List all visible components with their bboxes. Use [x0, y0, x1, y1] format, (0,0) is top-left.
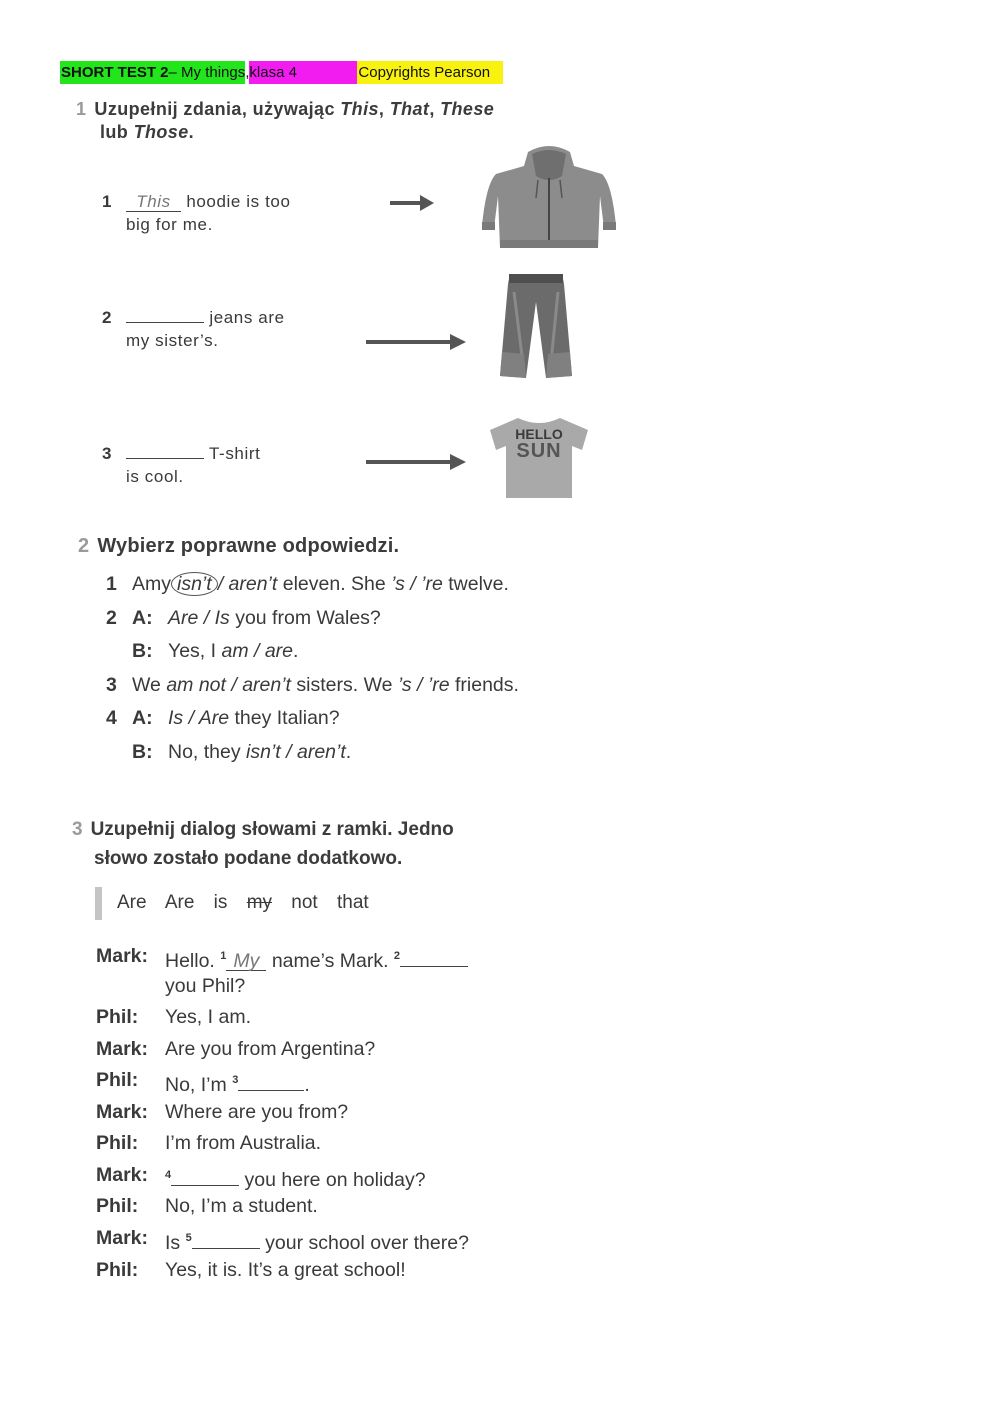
ex1-word-this: This: [340, 99, 379, 119]
answer-blank[interactable]: [126, 458, 204, 459]
line-text: Yes, I am.: [165, 1006, 251, 1028]
ex1-sep: ,: [429, 99, 441, 119]
gap-number: 3: [232, 1074, 239, 1086]
item-text: T-shirt: [204, 444, 261, 463]
header-comma: ,: [245, 61, 249, 84]
item-text: my sister’s.: [126, 331, 219, 350]
ex1-word-these: These: [440, 99, 495, 119]
choice[interactable]: Is / Are: [168, 707, 230, 729]
tshirt-print-sun: SUN: [516, 440, 562, 462]
answer-blank[interactable]: [238, 1090, 304, 1091]
ex3-number: 3: [72, 819, 83, 840]
line-text: No, I’m: [165, 1074, 233, 1096]
speaker-phil: Phil:: [96, 1259, 139, 1281]
choice[interactable]: ’s / ’re: [391, 573, 443, 595]
line-text: .: [304, 1074, 310, 1096]
ex1-instruction-text: Uzupełnij zdania, używając: [94, 99, 341, 119]
line-text: We: [132, 673, 167, 696]
speaker-mark: Mark:: [96, 945, 149, 967]
item-number: 1: [106, 573, 117, 595]
item-number: 2: [106, 606, 117, 629]
speaker-label: A:: [132, 606, 153, 629]
answer-blank-filled[interactable]: My: [226, 952, 266, 971]
choice[interactable]: Are / Is: [168, 606, 230, 629]
speaker-phil: Phil:: [96, 1006, 139, 1028]
word-box: [95, 887, 455, 921]
line-text: name’s Mark.: [266, 950, 394, 972]
ex2-line-6: [106, 736, 519, 770]
word-option: that: [337, 892, 369, 913]
ex3-instruction-text: Uzupełnij dialog słowami z ramki. Jedno: [90, 819, 454, 840]
line-text: Amy: [132, 573, 171, 595]
header-title: [60, 61, 245, 84]
line-text: you from Wales?: [229, 606, 381, 629]
ex1-word-that: That: [389, 99, 430, 119]
word-option: Are: [164, 892, 195, 913]
line-text: .: [345, 740, 352, 763]
speaker-phil: Phil:: [96, 1132, 139, 1154]
line-text: sisters. We: [290, 673, 398, 696]
ex1-number: 1: [76, 99, 87, 119]
unit-title: – My things: [168, 64, 246, 81]
speaker-mark: Mark:: [96, 1164, 149, 1186]
line-text: they Italian?: [229, 707, 340, 729]
word-option: Are: [117, 892, 147, 913]
gap-number: 5: [185, 1232, 192, 1244]
line-text: you Phil?: [165, 975, 246, 997]
arrow-icon: [366, 452, 468, 472]
line-text: twelve.: [442, 573, 509, 595]
ex1-item-2: [102, 306, 285, 352]
dialog: [96, 941, 616, 1291]
word-option: not: [291, 892, 318, 913]
answer-blank-filled[interactable]: This: [126, 193, 181, 212]
speaker-label: B:: [132, 640, 153, 662]
ex3-instruction-text: słowo zostało podane dodatkowo.: [94, 848, 403, 869]
item-number: 2: [102, 308, 113, 327]
line-text: Yes, it is. It’s a great school!: [165, 1259, 406, 1281]
line-text: No, they: [168, 740, 247, 763]
choice[interactable]: isn’t / aren’t: [246, 740, 346, 763]
circled-answer[interactable]: isn’t: [171, 572, 218, 596]
ex2-line-5: [106, 702, 519, 736]
word-option-used: my: [246, 892, 273, 913]
test-label: SHORT TEST 2: [61, 64, 169, 81]
gap-number: 4: [165, 1169, 172, 1181]
gap-number: 1: [220, 950, 227, 962]
choice[interactable]: am not / aren’t: [166, 673, 291, 696]
answer-blank[interactable]: [400, 966, 468, 967]
item-text: jeans are: [204, 308, 285, 327]
ex2-line-1: [106, 568, 519, 602]
line-text: Are you from Argentina?: [165, 1038, 376, 1060]
ex2-instruction-text: Wybierz poprawne odpowiedzi.: [97, 535, 400, 557]
line-text: Where are you from?: [165, 1101, 349, 1123]
line-text: Is: [165, 1232, 186, 1254]
answer-blank[interactable]: [171, 1185, 239, 1186]
hoodie-picture: [478, 144, 620, 257]
speaker-label: A:: [132, 707, 153, 729]
ex2-line-4: [106, 669, 519, 703]
line-text: I’m from Australia.: [165, 1132, 322, 1154]
ex1-sep: ,: [378, 99, 390, 119]
line-text: your school over there?: [259, 1232, 469, 1254]
answer-blank[interactable]: [126, 322, 204, 323]
choice[interactable]: / aren’t: [217, 573, 278, 595]
item-number: 4: [106, 707, 117, 729]
item-number: 3: [106, 673, 117, 696]
line-text: Yes, I: [168, 640, 222, 662]
speaker-mark: Mark:: [96, 1038, 149, 1060]
answer-blank[interactable]: [192, 1248, 260, 1249]
word-box-bar: [95, 887, 102, 920]
tshirt-picture: [486, 416, 592, 500]
line-text: Hello.: [165, 950, 221, 972]
ex1-instruction: [76, 98, 636, 144]
ex1-period: .: [188, 122, 195, 142]
header-copyright: Copyrights Pearson: [357, 61, 503, 84]
line-text: .: [293, 640, 299, 662]
choice[interactable]: am / are: [221, 640, 294, 662]
item-text: big for me.: [126, 215, 213, 234]
ex1-instruction-or: lub: [100, 122, 134, 142]
speaker-mark: Mark:: [96, 1101, 149, 1123]
ex2-line-3: [106, 635, 519, 669]
ex1-word-those: Those: [133, 122, 189, 142]
arrow-icon: [366, 332, 468, 352]
ex2-instruction: [78, 535, 399, 558]
ex2-line-2: [106, 602, 519, 636]
arrow-icon: [390, 193, 436, 213]
header-line: [60, 61, 503, 84]
line-text: eleven. She: [277, 573, 392, 595]
choice[interactable]: ’s / ’re: [397, 673, 450, 696]
ex1-item-3: [102, 442, 260, 488]
speaker-phil: Phil:: [96, 1069, 139, 1091]
line-text: No, I’m a student.: [165, 1195, 318, 1217]
header-class: klasa 4: [249, 61, 357, 84]
tshirt-print-hello: HELLO: [515, 426, 563, 442]
line-text: you here on holiday?: [239, 1169, 426, 1191]
ex2-items: [106, 568, 519, 769]
item-number: 3: [102, 444, 113, 463]
ex2-number: 2: [78, 535, 90, 557]
item-number: 1: [102, 192, 113, 211]
gap-number: 2: [393, 950, 401, 962]
line-text: friends.: [449, 673, 519, 696]
ex1-item-1: [102, 190, 291, 236]
word-option: is: [213, 892, 228, 913]
item-text: is cool.: [126, 467, 184, 486]
speaker-mark: Mark:: [96, 1227, 149, 1249]
jeans-picture: [488, 272, 584, 385]
item-text: hoodie is too: [181, 192, 291, 211]
speaker-label: B:: [132, 740, 153, 763]
ex3-instruction: [72, 815, 454, 873]
speaker-phil: Phil:: [96, 1195, 139, 1217]
